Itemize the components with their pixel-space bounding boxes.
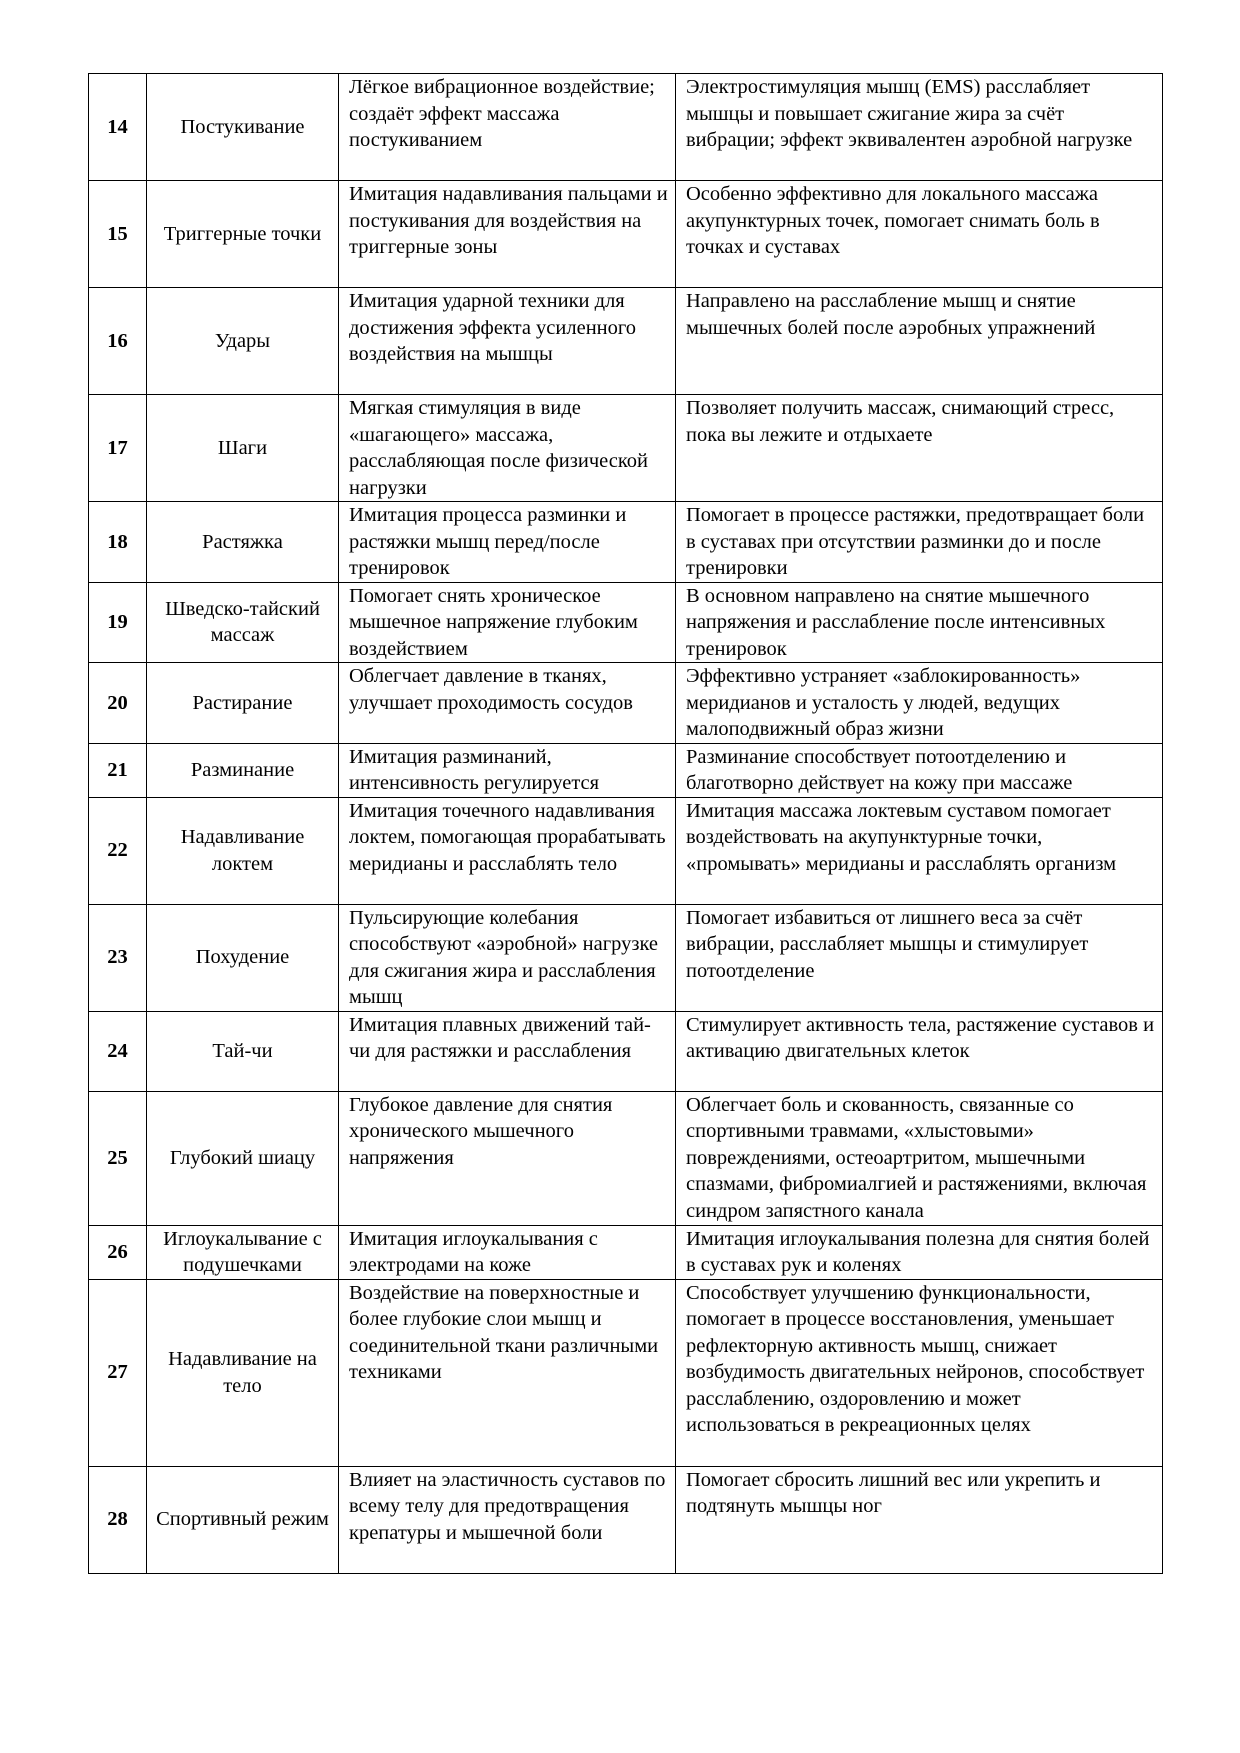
mode-effect: Имитация точечного надавливания локтем, помогающая прорабатывать меридианы и расслаблять тело [339, 797, 676, 904]
mode-benefit: Особенно эффективно для локального массажа акупунктурных точек, помогает снимать боль в точках и суставах [676, 181, 1163, 288]
mode-number: 22 [89, 797, 147, 904]
mode-effect: Имитация ударной техники для достижения эффекта усиленного воздействия на мышцы [339, 288, 676, 395]
mode-number: 18 [89, 502, 147, 583]
mode-benefit: Разминание способствует потоотделению и благотворно действует на кожу при массаже [676, 743, 1163, 797]
mode-effect: Воздействие на поверхностные и более глубокие слои мышц и соединительной ткани различными техниками [339, 1279, 676, 1466]
mode-name: Растяжка [147, 502, 339, 583]
mode-name: Иглоукалывание с подушечками [147, 1225, 339, 1279]
mode-benefit: Эффективно устраняет «заблокированность» меридианов и усталость у людей, ведущих малоподвижный образ жизни [676, 663, 1163, 744]
mode-effect: Пульсирующие колебания способствуют «аэробной» нагрузке для сжигания жира и расслабления мышц [339, 904, 676, 1011]
mode-number: 25 [89, 1091, 147, 1225]
mode-number: 28 [89, 1466, 147, 1573]
mode-number: 26 [89, 1225, 147, 1279]
mode-benefit: Помогает избавиться от лишнего веса за счёт вибрации, расслабляет мышцы и стимулирует потоотделение [676, 904, 1163, 1011]
mode-effect: Имитация плавных движений тай-чи для растяжки и расслабления [339, 1011, 676, 1091]
mode-name: Надавливание на тело [147, 1279, 339, 1466]
table-row [89, 1225, 1163, 1279]
mode-effect: Имитация разминаний, интенсивность регулируется [339, 743, 676, 797]
table-row [89, 1466, 1163, 1573]
mode-number: 20 [89, 663, 147, 744]
mode-name: Растирание [147, 663, 339, 744]
mode-name: Глубокий шиацу [147, 1091, 339, 1225]
mode-name: Постукивание [147, 74, 339, 181]
table-row [89, 395, 1163, 502]
mode-benefit: В основном направлено на снятие мышечного напряжения и расслабление после интенсивных тренировок [676, 582, 1163, 663]
mode-benefit: Направлено на расслабление мышц и снятие мышечных болей после аэробных упражнений [676, 288, 1163, 395]
mode-effect: Влияет на эластичность суставов по всему телу для предотвращения крепатуры и мышечной боли [339, 1466, 676, 1573]
mode-effect: Имитация иглоукалывания с электродами на коже [339, 1225, 676, 1279]
mode-effect: Мягкая стимуляция в виде «шагающего» массажа, расслабляющая после физической нагрузки [339, 395, 676, 502]
mode-number: 16 [89, 288, 147, 395]
mode-number: 15 [89, 181, 147, 288]
mode-name: Удары [147, 288, 339, 395]
mode-effect: Помогает снять хроническое мышечное напряжение глубоким воздействием [339, 582, 676, 663]
table-row [89, 288, 1163, 395]
table-row [89, 1091, 1163, 1225]
mode-number: 21 [89, 743, 147, 797]
mode-benefit: Позволяет получить массаж, снимающий стресс, пока вы лежите и отдыхаете [676, 395, 1163, 502]
table-row [89, 663, 1163, 744]
mode-name: Триггерные точки [147, 181, 339, 288]
mode-benefit: Имитация иглоукалывания полезна для снятия болей в суставах рук и коленях [676, 1225, 1163, 1279]
mode-number: 24 [89, 1011, 147, 1091]
mode-benefit: Помогает в процессе растяжки, предотвращает боли в суставах при отсутствии разминки до и после тренировки [676, 502, 1163, 583]
mode-name: Шведско-тайский массаж [147, 582, 339, 663]
mode-number: 17 [89, 395, 147, 502]
mode-number: 27 [89, 1279, 147, 1466]
mode-benefit: Облегчает боль и скованность, связанные со спортивными травмами, «хлыстовыми» повреждениями, остеоартритом, мышечными спазмами, фибромиалгией и растяжениями, включая синдром запястного канала [676, 1091, 1163, 1225]
mode-number: 19 [89, 582, 147, 663]
mode-name: Шаги [147, 395, 339, 502]
table-row [89, 743, 1163, 797]
table-row [89, 74, 1163, 181]
table-row [89, 1011, 1163, 1091]
mode-effect: Глубокое давление для снятия хронического мышечного напряжения [339, 1091, 676, 1225]
table-row [89, 181, 1163, 288]
mode-effect: Лёгкое вибрационное воздействие; создаёт эффект массажа постукиванием [339, 74, 676, 181]
mode-number: 14 [89, 74, 147, 181]
mode-benefit: Способствует улучшению функциональности, помогает в процессе восстановления, уменьшает рефлекторную активность мышц, снижает возбудимость двигательных нейронов, способствует расслаблению, оздоровлению и может использоваться в рекреационных целях [676, 1279, 1163, 1466]
mode-benefit: Стимулирует активность тела, растяжение суставов и активацию двигательных клеток [676, 1011, 1163, 1091]
mode-number: 23 [89, 904, 147, 1011]
table-row [89, 904, 1163, 1011]
mode-effect: Имитация надавливания пальцами и постукивания для воздействия на триггерные зоны [339, 181, 676, 288]
mode-name: Надавливание локтем [147, 797, 339, 904]
mode-effect: Имитация процесса разминки и растяжки мышц перед/после тренировок [339, 502, 676, 583]
massage-modes-table [88, 73, 1163, 1574]
mode-name: Разминание [147, 743, 339, 797]
mode-benefit: Имитация массажа локтевым суставом помогает воздействовать на акупунктурные точки, «промывать» меридианы и расслаблять организм [676, 797, 1163, 904]
mode-name: Тай-чи [147, 1011, 339, 1091]
document-page [88, 73, 1162, 1574]
table-row [89, 797, 1163, 904]
table-row [89, 502, 1163, 583]
table-row [89, 1279, 1163, 1466]
mode-benefit: Помогает сбросить лишний вес или укрепить и подтянуть мышцы ног [676, 1466, 1163, 1573]
mode-name: Спортивный режим [147, 1466, 339, 1573]
mode-name: Похудение [147, 904, 339, 1011]
mode-benefit: Электростимуляция мышц (EMS) расслабляет мышцы и повышает сжигание жира за счёт вибрации; эффект эквивалентен аэробной нагрузке [676, 74, 1163, 181]
table-row [89, 582, 1163, 663]
mode-effect: Облегчает давление в тканях, улучшает проходимость сосудов [339, 663, 676, 744]
